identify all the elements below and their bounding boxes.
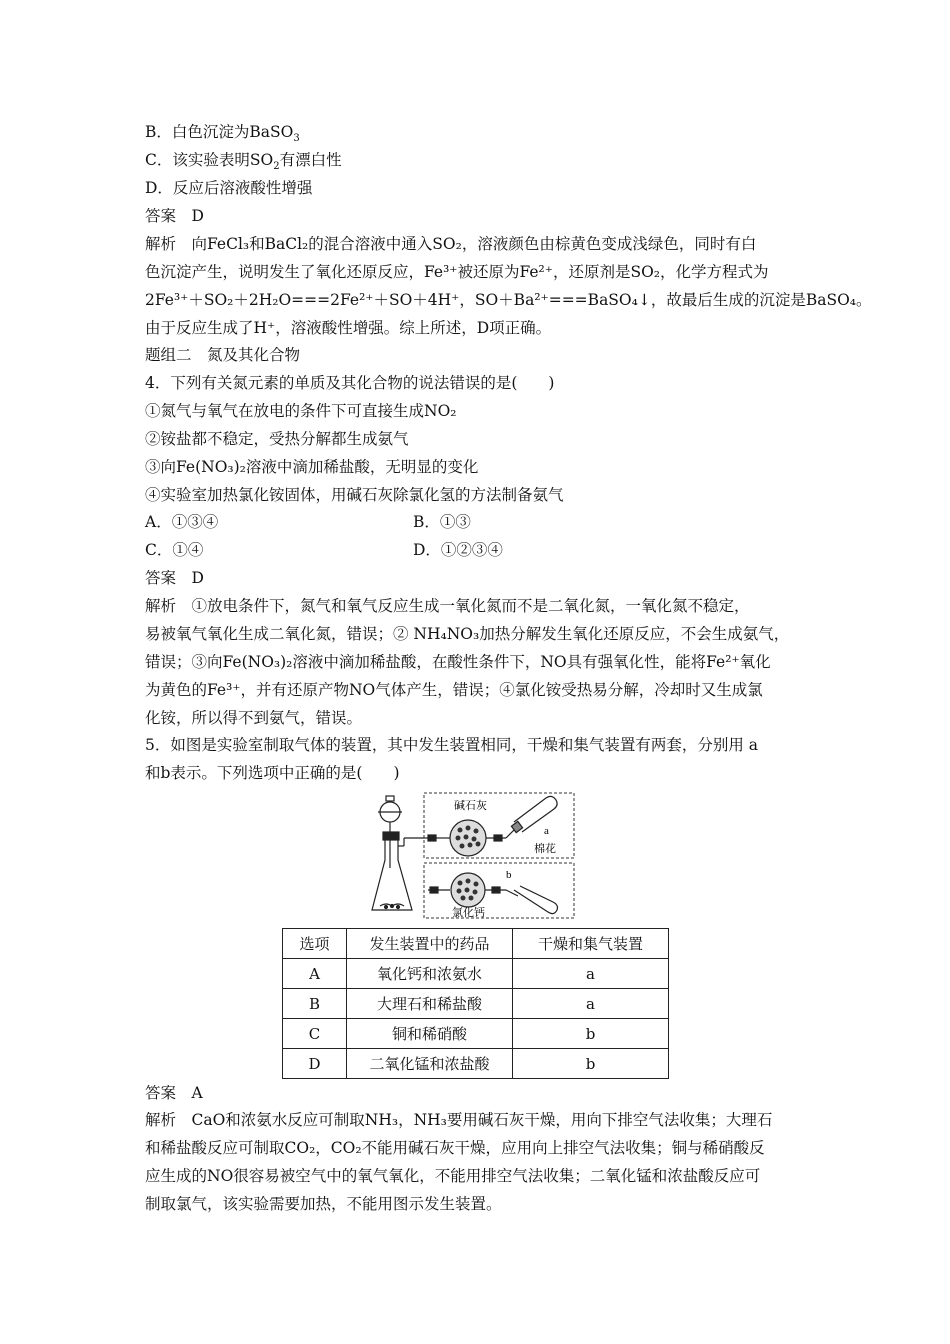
table-cell: 氧化钙和浓氨水 [347,959,513,989]
q4-statement-2: ②铵盐都不稳定，受热分解都生成氨气 [145,430,409,448]
label-a: a [544,825,549,837]
table-cell: b [513,1019,669,1049]
table-row [283,959,669,989]
table-cell: 大理石和稀盐酸 [347,989,513,1019]
q3-analysis-line: 2Fe³⁺＋SO₂＋2H₂O===2Fe²⁺＋SO＋4H⁺，SO＋Ba²⁺===BaSO₄↓，故最后生成的沉淀是BaSO₄。 [145,291,872,309]
table-cell: 二氧化锰和浓盐酸 [347,1049,513,1079]
q4-option-d: D．①②③④ [413,541,503,559]
table-cell: D [283,1049,347,1079]
q3-option-d: D．反应后溶液酸性增强 [145,179,313,197]
q4-option-b: B．①③ [413,513,471,531]
table-cell: B [283,989,347,1019]
collecting-tube-b [506,886,558,914]
table-header-cell: 干燥和集气装置 [513,929,669,959]
q5-stem: 和b表示。下列选项中正确的是( ) [145,764,400,782]
q4-analysis-line: 解析 ①放电条件下，氮气和氧气反应生成一氧化氮而不是二氧化氮，一氧化氮不稳定， [145,597,750,615]
q3-analysis-line: 色沉淀产生，说明发生了氧化还原反应，Fe³⁺被还原为Fe²⁺，还原剂是SO₂，化学方程式为 [145,263,769,281]
q3-option-b: B．白色沉淀为BaSO$_3$ [145,123,300,145]
q5-stem: 5．如图是实验室制取气体的装置，其中发生装置相同，干燥和集气装置有两套，分别用 a [145,736,759,754]
conical-flask [372,832,424,910]
section-heading: 题组二 氮及其化合物 [145,346,301,364]
q3-analysis-line: 由于反应生成了H⁺，溶液酸性增强。综上所述，D项正确。 [145,319,552,337]
q3-option-c: C．该实验表明$SO_2$有漂白性 [145,151,342,173]
table-header-cell: 选项 [283,929,347,959]
table-row [283,1049,669,1079]
q5-analysis-line: 解析 CaO和浓氨水反应可制取NH₃，NH₃要用碱石灰干燥，用向下排空气法收集；大理石 [145,1111,773,1129]
q4-analysis-line: 易被氧气氧化生成二氧化氮，错误；② NH₄NO₃加热分解发生氧化还原反应，不会生成氨气， [145,625,790,643]
table-row [283,1019,669,1049]
q4-analysis-line: 为黄色的Fe³⁺，并有还原产物NO气体产生，错误；④氯化铵受热易分解，冷却时又生成氯 [145,681,763,699]
q4-analysis-line: 化铵，所以得不到氨气，错误。 [145,709,363,727]
table-header-cell: 发生装置中的药品 [347,929,513,959]
q5-analysis-line: 和稀盐酸反应可制取CO₂，CO₂不能用碱石灰干燥，应用向上排空气法收集；铜与稀硝酸反 [145,1139,765,1157]
q4-analysis-line: 错误；③向Fe(NO₃)₂溶液中滴加稀盐酸，在酸性条件下，NO具有强氧化性，能将Fe²⁺氧化 [145,653,771,671]
q4-stem: 4．下列有关氮元素的单质及其化合物的说法错误的是( ) [145,374,555,392]
q4-statement-1: ①氮气与氧气在放电的条件下可直接生成NO₂ [145,402,457,420]
table-row [283,989,669,1019]
table-cell: b [513,1049,669,1079]
table-cell: C [283,1019,347,1049]
table-cell: a [513,989,669,1019]
table-cell: 铜和稀硝酸 [347,1019,513,1049]
collecting-tube-a [506,796,557,838]
q4-option-c: C．①④ [145,541,204,559]
q3-answer: 答案 D [145,207,204,225]
label-cotton: 棉花 [534,843,556,855]
q5-answer: 答案 A [145,1084,203,1102]
label-soda-lime: 碱石灰 [454,800,487,812]
options-table [282,928,669,1079]
q5-analysis-line: 制取氯气，该实验需要加热，不能用图示发生装置。 [145,1195,502,1213]
table-cell: A [283,959,347,989]
q4-answer: 答案 D [145,569,204,587]
q5-analysis-line: 应生成的NO很容易被空气中的氧气氧化，不能用排空气法收集；二氧化锰和浓盐酸反应可 [145,1167,761,1185]
q3-analysis-line: 解析 向FeCl₃和BaCl₂的混合溶液中通入SO₂，溶液颜色由棕黄色变成浅绿色，同时有白 [145,235,757,253]
label-b: b [506,869,512,881]
table-cell: a [513,959,669,989]
table-header-row [283,929,669,959]
q4-statement-3: ③向Fe(NO₃)₂溶液中滴加稀盐酸，无明显的变化 [145,458,479,476]
label-cacl2: 氯化钙 [452,907,485,919]
q4-statement-4: ④实验室加热氯化铵固体，用碱石灰除氯化氢的方法制备氨气 [145,486,564,504]
apparatus-diagram [368,790,578,920]
q4-option-a: A．①③④ [145,513,219,531]
